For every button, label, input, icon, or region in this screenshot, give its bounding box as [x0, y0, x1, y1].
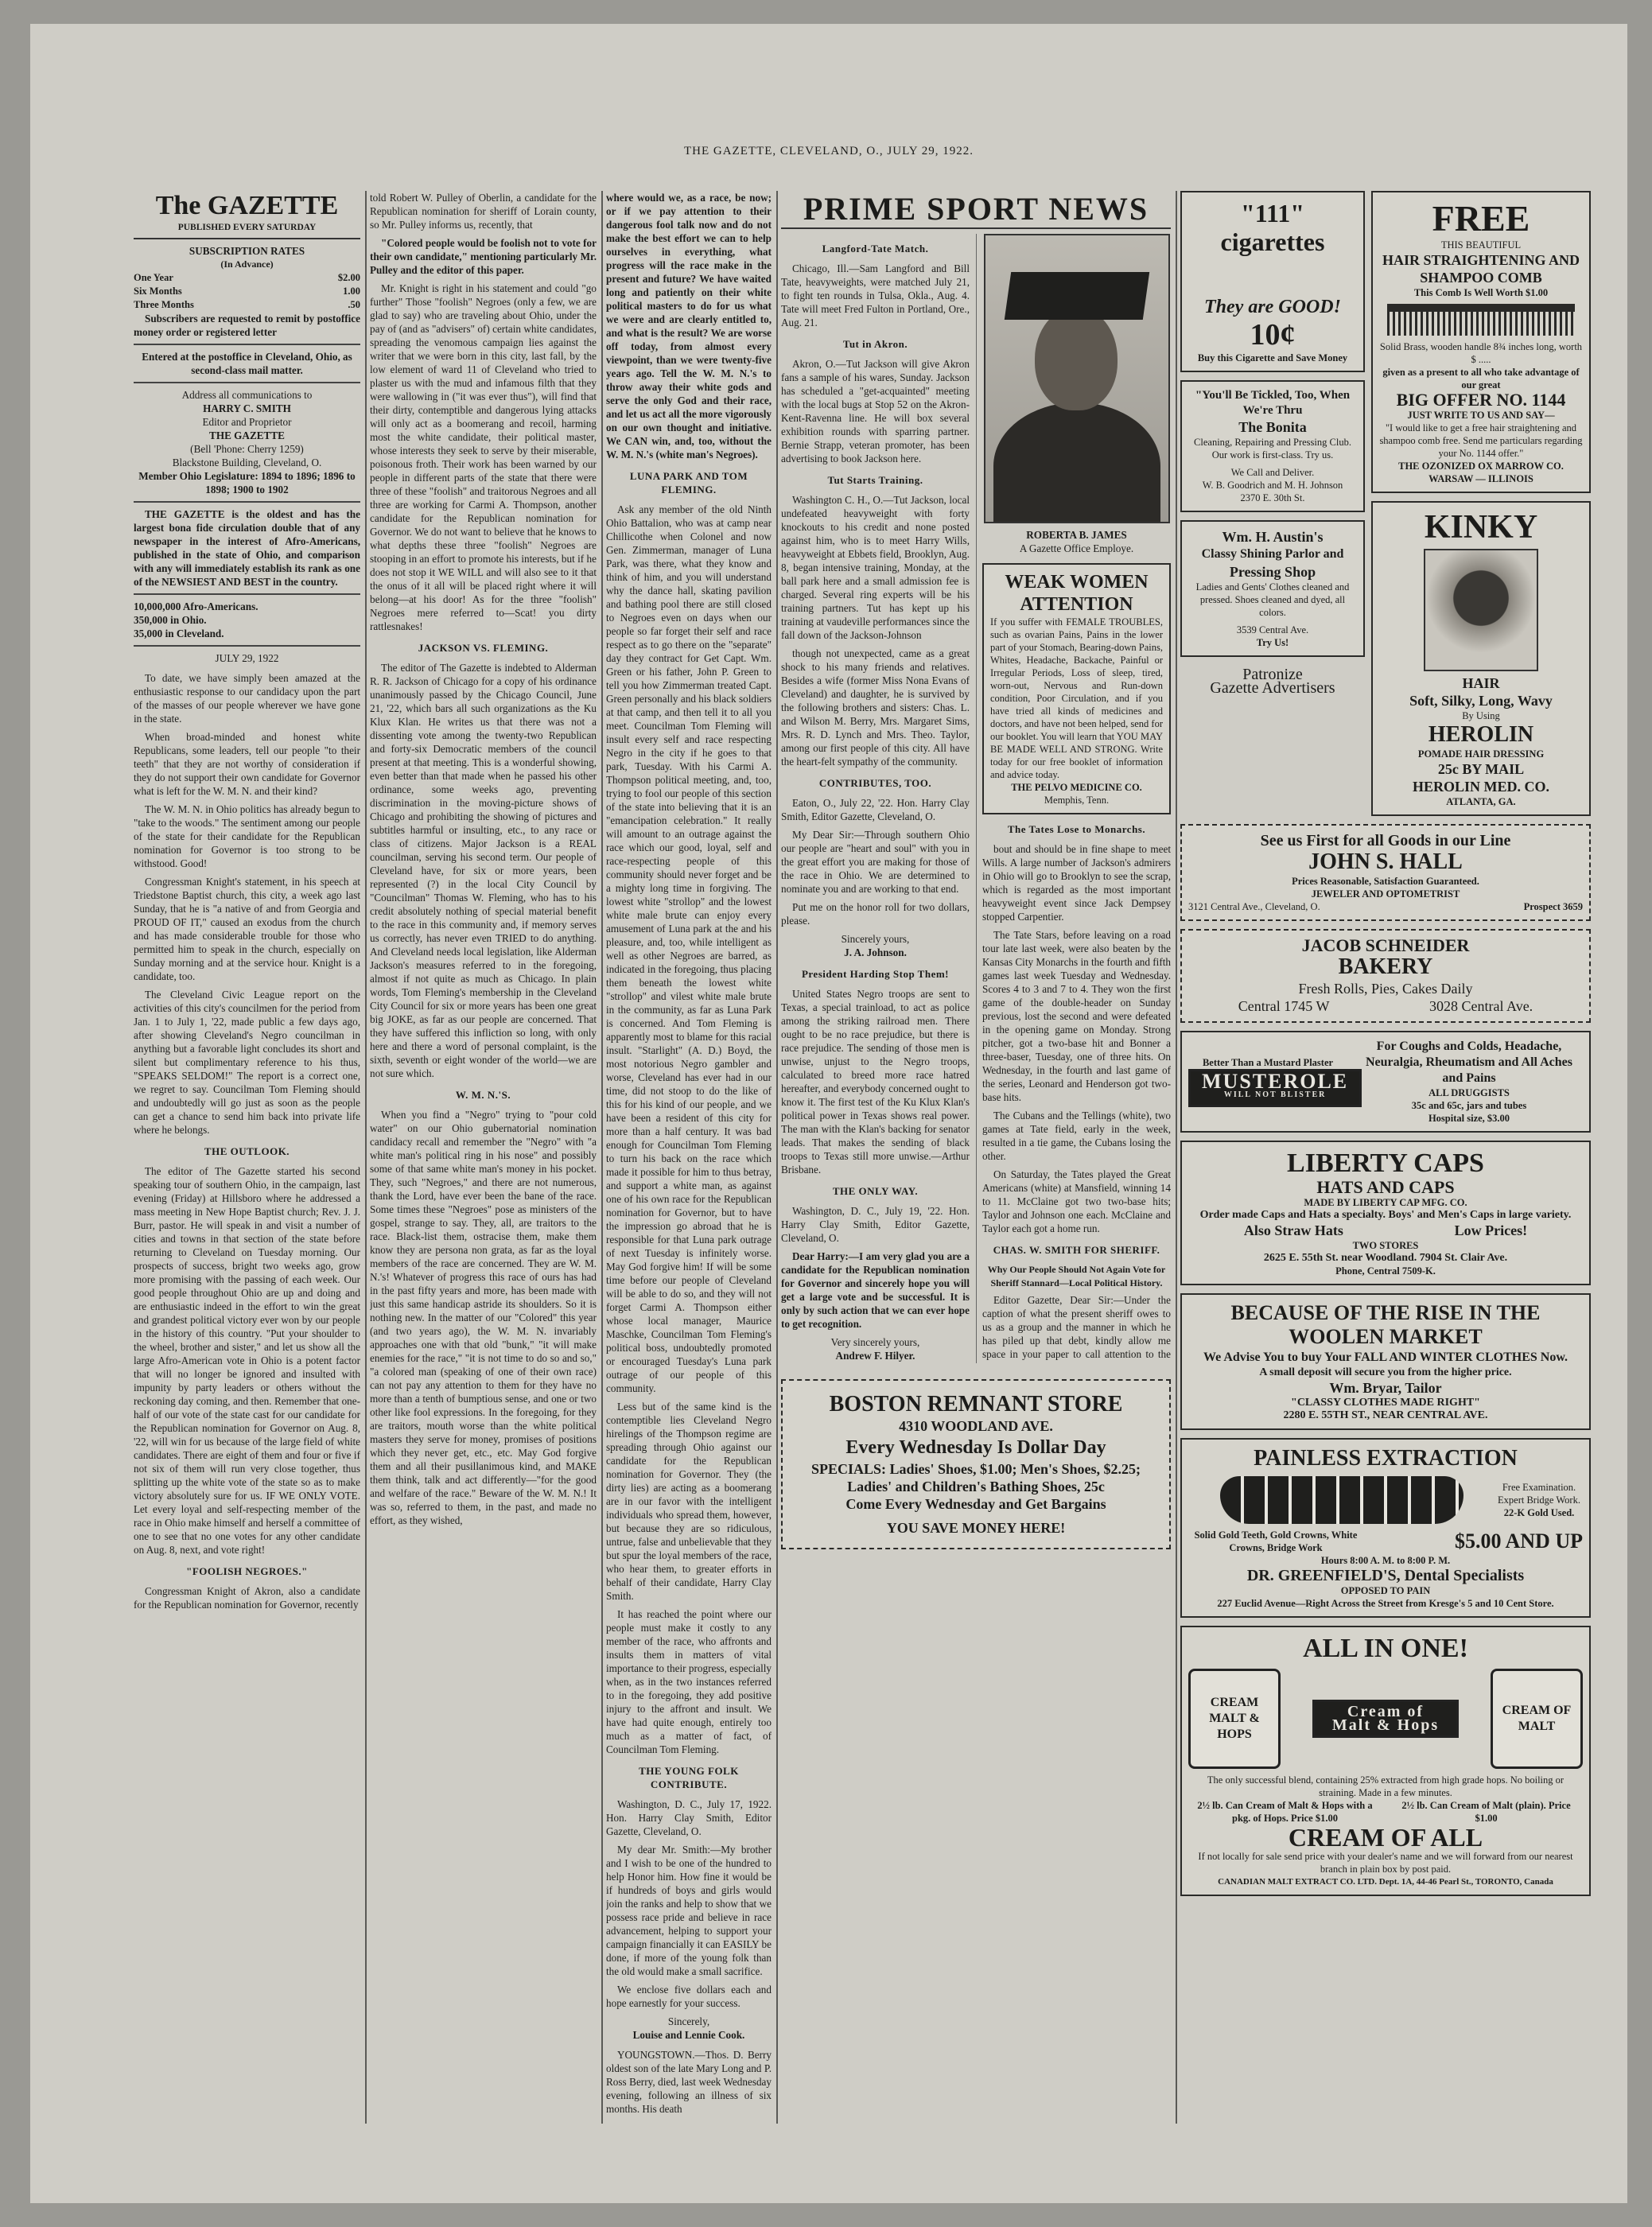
- contributes-heading: CONTRIBUTES, TOO.: [818, 777, 932, 789]
- ad-line: Also Straw Hats Low Prices!: [1243, 1222, 1528, 1238]
- ad-line: "I would like to get a free hair straightening and shampoo comb free. Send me particulars regarding your No. 1144 offer.": [1379, 422, 1583, 459]
- news-paragraph: Washington C. H., O.—Tut Jackson, local undefeated heavyweight with forty knockouts to his credit and none posted against him, who is to meet Harry Wills, heavyweight at Ebbets field, Brooklyn, Aug. 8, began intensive training, Monday, at the ball park here and a small admission fee is charged. Several ring experts will be his training partners. Tut has kept up his training at vaudeville performances since the fall down of the Jackson-Johnson: [781, 494, 970, 641]
- ad-line: SPECIALS: Ladies' Shoes, $1.00; Men's Shoes, $2.25;: [810, 1461, 1141, 1477]
- member-legislature: Member Ohio Legislature: 1894 to 1896; 1896 to 1898; 1900 to 1902: [138, 470, 356, 496]
- letter-closing: Very sincerely yours,: [830, 1336, 920, 1348]
- rate-row: Three Months .50: [134, 299, 360, 310]
- editorial-paragraph: When you find a "Negro" trying to "pour cold water" on our Ohio gubernatorial nomination candidacy recall and remember the "Negro" with "a white man's political ring in his nose" and possibly some of that same white man's money in his pocket. They, such "Negroes," and there are not numerous, thank the Lord, have ever been the bane of the race. Some times these "Negroes" pose as ministers of the gospel, strange to say. They, all, are traitors to the race. Black-list them, ostracise them, make them know they are persona non grata, as far as the loyal members of the race are concerned. They are W. M. N.'s! Whatever of progress this race of ours has had in the past fifty years and more, has been made with just this same handicap astride its shoulders. So it is nothing new. In the matter of our "Colored" this year (and two years ago), the W. M. N. invariably approaches one with that old "bunk," "it will make enemies for the race," "it is not time to do so and so," "a colored man (speaking of one of their own race) can not pay any attention to them for they have no more than a tenth of bumptious sense, and one or two other like fool expressions. In the foregoing, for they are traitors, mouth worse than the white political masters they serve for money, promises of positions which they never get, etc., etc. May God forgive them and all their pusillanimous kind, and MAKE them think, talk and act differently—"for the good and welfare of the race." Beware of the W. M. N.! It was so, referred to them, in the past, and made no effort, as they wished,: [370, 1109, 597, 1526]
- photo-caption: A Gazette Office Employe.: [1019, 542, 1134, 554]
- ad-heading: FREE: [1432, 198, 1530, 239]
- editorial-paragraph: It has reached the point where our people must make it costly to any member of the race, who affronts and insults them in matters of vital importance to their progress, especially when, as in the two instances referred to in the foregoing, they add positive injury to the affront and insult. We have had quite enough, entirely too much as a matter of fact, of Councilman Tom Fleming.: [606, 1608, 772, 1755]
- column-rule: [1176, 191, 1177, 2124]
- news-paragraph: The Tate Stars, before leaving on a road tour late last week, were also beaten by the Kansas City Monarchs in the fourth and fifth games last week Tuesday and Wednesday. Scores 4 to 3 and 7 to 4. They won the first game of the double-header on Sunday previous, lost the second and were defeated in the opening game on Monday. Strong pitcher, got a two-base hit and Bonner a three-baser, Tuesday, one of three hits. On Wednesday, in the fourth and last game of the series, Leonard and Henderson got two-base hits.: [982, 929, 1171, 1103]
- ad-city: ATLANTA, GA.: [1446, 796, 1516, 807]
- editorial-paragraph: Mr. Knight is right in his statement and could "go further" Those "foolish" Negroes (only a few, we are glad to say) who are traveling about Ohio, under the pay of (and as "advisers" of) certain white candidates, spreading the venomous campaign lies against the writer that we were born in this city, last fall, by the low element of ward 11 of Cleveland who tried to plaster us with the mud and infamous filth that they were wallowing in ("it was ever thus"), will find that their dirty, contemptible and dangerous lying attacks will only act as a boomerang and recoil, harming most the white candidate, their political master, whose interests they seek to serve by their miserable, poisonous froth. Their work has been warned by our people in different parts of the state that there were three of these "foolish" and traitorous Negroes and all three are working for Carmi A. Thompson, another candidate for the Republican nomination for Governor. We do not want to believe that he knows to what depths these three "foolish" Negroes are stooping in an effort to promote his interests, but if he does not stop it WE WILL and will also see to it that the onus of it all will be placed right where it will belong—at his door! As for the three "foolish" Negroes mere referred to—Scat! you dirty rattlesnakes!: [370, 282, 597, 632]
- ad-line: Classy Shining Parlor and: [1201, 547, 1344, 561]
- ad-line: MADE BY LIBERTY CAP MFG. CO.: [1304, 1197, 1467, 1208]
- ad-line: Pressing Shop: [1229, 564, 1316, 580]
- ad-body: If you suffer with FEMALE TROUBLES, such as ovarian Pains, Pains in the lower part of your Stomach, Bearing-down Pains, Whites, Headache, Backache, Painful or Irregular Periods, Loss of sleep, tired, worn-out, Nervous and Run-down condition, Poor Circulation, and if you have tried all kinds of medicines and doctors, and have not been helped, send for our booklet. You will learn that YOU MAY BE MADE WELL AND STRONG. Write today for our free booklet of information and advice today.: [990, 616, 1163, 780]
- langford-heading: Langford-Tate Match.: [822, 243, 929, 255]
- rate-row: One Year $2.00: [134, 272, 360, 283]
- ad-heading: JACOB SCHNEIDER: [1301, 935, 1470, 955]
- news-paragraph: The Cubans and the Tellings (white), two games at Tate field, early in the week, resulted in a tie game, the Cubans losing the other.: [982, 1110, 1171, 1162]
- ad-line: BIG OFFER NO. 1144: [1396, 390, 1566, 410]
- letter-paragraph: My dear Mr. Smith:—My brother and I wish to be one of the hundred to help Honor him. How fine it would be if hundreds of boys and girls would join the ranks and help to show that we possess race pride and believe in race advancement, helping to support your campaign financially it can EASILY be done, if more of the young folk than the old would make a small sacrifice.: [606, 1844, 772, 1977]
- editorial-paragraph: The Cleveland Civic League report on the activities of this city's councilmen for the period from Jan. 1 to July 1, '22, made public a few days ago, after showing Cleveland's Negro councilman in anything but a favorable light concludes its short and silent but complimentary reference to his thus, "SPEAKS SELDOM!" The report is a correct one, we regret to say. Councilman Tom Fleming should and undoubtedly will go just as soon as the people can get a chance to send him back into private life where he belongs.: [134, 989, 360, 1136]
- editorial-paragraph: Congressman Knight of Akron, also a candidate for the Republican nomination for Governor, recently: [134, 1585, 360, 1611]
- editor-title: Editor and Proprietor: [202, 416, 292, 428]
- news-paragraph: Chicago, Ill.—Sam Langford and Bill Tate, heavyweights, were matched July 21, to fight ten rounds in Tulsa, Okla., Aug. 4. Tate will meet Fred Fulton in Portland, Ore., Aug. 21.: [781, 262, 970, 328]
- ad-price: 25c BY MAIL: [1437, 761, 1525, 777]
- letter-paragraph: Washington, D. C., July 19, '22. Hon. Harry Clay Smith, Editor Gazette, Cleveland, O.: [781, 1205, 970, 1244]
- sport-news-body: [781, 234, 1171, 1363]
- ad-line: Ladies and Gents' Clothes cleaned and pressed. Shoes cleaned and dyed, all colors.: [1195, 581, 1350, 618]
- population-1: 10,000,000 Afro-Americans.: [134, 600, 258, 612]
- liberty-caps-ad: LIBERTY CAPS HATS AND CAPS MADE BY LIBERTY CAP MFG. CO. Order made Caps and Hats a specialty. Boys' and Men's Caps in large variety. Also Straw Hats Low Prices! TWO STORES 2625 E. 55th St. near Woodland. 7904 St. Clair Ave. Phone, Central 7509-K.: [1180, 1141, 1591, 1285]
- ad-company: THE PELVO MEDICINE CO.: [1011, 782, 1142, 793]
- editorial-date: JULY 29, 1922: [215, 652, 279, 664]
- letter-signature: Andrew F. Hilyer.: [835, 1350, 915, 1362]
- editorial-paragraph: To date, we have simply been amazed at the enthusiastic response to our candidacy upon the part of the masses of our people wherever we have gone in the state.: [134, 672, 360, 725]
- ad-address: 4310 WOODLAND AVE.: [899, 1418, 1053, 1434]
- boston-remnant-ad: [781, 1379, 1171, 1549]
- ad-heading: BAKERY: [1338, 954, 1433, 979]
- news-paragraph: YOUNGSTOWN.—Thos. D. Berry oldest son of the late Mary Long and P. Ross Berry, died, last week Wednesday evening, following an illness of six months. His death: [606, 2049, 772, 2115]
- ad-line: By Using: [1462, 710, 1500, 721]
- ad-heading: KINKY: [1424, 509, 1538, 546]
- ad-tagline: Buy this Cigarette and Save Money: [1197, 352, 1348, 363]
- tates-heading: The Tates Lose to Monarchs.: [1007, 823, 1146, 835]
- ad-line: Come Every Wednesday and Get Bargains: [845, 1496, 1106, 1512]
- dental-body: Free Examination. Expert Bridge Work. 22-K Gold Used.: [1188, 1471, 1583, 1529]
- musterole-brand: Better Than a Mustard Plaster MUSTEROLE WILL NOT BLISTER: [1188, 1056, 1347, 1107]
- news-paragraph: United States Negro troops are sent to Texas, a special trainload, to act as police among the striking railroad men. There ought to be no race prejudice, but there is race prejudice. The sending of those men is unwise, unjust to the Negro troops, calculated to breed more race hatred hereafter, and everybody concerned ought to know it. The first test of the Ku Klux Klan's political power in Texas shows real power. The man with the Klan's backing for senator leads. That makes the sending of black troops to Texas still more unwise.—Arthur Brisbane.: [781, 988, 970, 1176]
- ad-line: HAIR: [1462, 675, 1500, 691]
- ad-heading: The Bonita: [1238, 419, 1307, 435]
- ad-heading: JOHN S. HALL: [1308, 849, 1463, 874]
- bryar-tailor-ad: [1180, 1293, 1591, 1430]
- editorial-paragraph: Ask any member of the old Ninth Ohio Battalion, who was at camp near Chillicothe when Colonel and now Gen. Zimmerman, manager of Luna Park, was there, what they know and think of him, and you will understand why the dance hall, skating pavilion and bathing pool there are still closed to Negroes even on days when our people so far forget their self and race respect as to go there on the "separate" day they contract for Get Capt. Wm. Green or his father, John P. Green to tell you how Zimmerman treated Capt. Green personally and his black soldiers at that camp, and then tell it to all you meet. Councilman Tom Fleming will insult every self and race respecting Negro in the city if he goes to that park, Tuesday. With his Carmi A. Thompson political meeting, and, too, trying to fool our people of this section of the state into believing that it is an "emancipation celebration." It really will amount to an outrage against the race which our good, loyal, self and race-respecting people of this community should never forget and be a mighty long time in forgiving. The lowest white "strollop" and the lowest white male brute can enjoy every amusement of Luna park at the and his pleasure, and, too, while intelligent as well as other Negroes are barred, as indicated in the foregoing, thus placing them beneath the lowest white "strollop" and vilest white male brute in the community, as far as Luna Park is concerned. And Tom Fleming is apparently most to blame for this racial insult. "Starlight" (A. D.) Boyd, the most notorious Negro gambler and worse, Cleveland has ever had in our time, did not stoop to do the like of this for his kind of our people, and we have been a resident of this city for more than a half century. It was bad enough for Councilman Tom Fleming to turn his back on the race which made it possible for him to thus betray, and support a white man, as against one of his own race for the Republican nomination for Governor, but to have the impression go abroad that he is responsible for that Luna park outrage of next Tuesday is infinitely worse. May God forgive him! If will be some time before our people of Cleveland will be able to do so, and they will not forget Carmi A. Thompson either whose local manager, Maurice Maschke, Councilman Tom Fleming's political boss, undoubtedly promoted or encouraged Tuesday's Luna park outrage of our people of this community.: [606, 503, 772, 1394]
- news-paragraph: though not unexpected, came as a great shock to his many friends and relatives. Besides a wife (former Miss Nona Evans of Cleveland) and daughter, he is survived by the following brothers and sisters: Chas. L. and Wilson M. Berry, Mrs. Margaret Sims, Mrs. R. D. Lynch and Mrs. Theo. Taylor, among our first people of this city. All have the heart-felt sympathy of the community.: [781, 647, 970, 768]
- ad-slogan: CREAM OF ALL: [1288, 1823, 1483, 1852]
- sport-news-headline: PRIME SPORT NEWS: [781, 191, 1171, 229]
- rate-row: Six Months 1.00: [134, 286, 360, 297]
- ad-line: Solid Brass, wooden handle 8¾ inches long, worth $ .....: [1379, 341, 1583, 365]
- ad-line: Fresh Rolls, Pies, Cakes Daily: [1298, 981, 1473, 997]
- ad-brand: HEROLIN: [1428, 722, 1534, 747]
- photo-name: ROBERTA B. JAMES: [1026, 529, 1127, 541]
- ad-footer: Central 1745 W 3028 Central Ave.: [1238, 998, 1533, 1014]
- ad-line: HATS AND CAPS: [1316, 1177, 1455, 1197]
- ad-line: Ladies' and Children's Bathing Shoes, 25c: [847, 1479, 1105, 1494]
- ad-heading: Wm. H. Austin's: [1222, 529, 1324, 545]
- editorial-paragraph: The editor of The Gazette is indebted to Alderman R. R. Jackson of Chicago for a copy of his ordinance unanimously passed by the Chicago Council, June 21, '22, which bars all such organizations as the Ku Klux Klan. He writes us that there was not a dissenting vote among the twenty-two Republican and forty-six Democratic members of the council present at that meeting. This is a wonderful showing, even better than that made when he passed his other ordinance, some weeks ago, preventing discrimination in the moving-picture shows of Chicago and prohibiting the showing of pictures and subtitles harmful or insulting, etc., to any race or class of citizens. Major Jackson is a REAL councilman, serving his second term. Our people of Cleveland have, for six or more years, been represented (?) in the local City Council by "Councilman" Thomas W. Fleming, who has to his credit absolutely nothing of special material benefit to the race in this community and, if memory serves us correctly, has never even TRIED to do anything. And Cleveland needs local legislation, like Alderman Jackson's measures referred to in the foregoing, almost if not quite as much as Chicago. In plain words, Tom Fleming's membership in the Cleveland City Council for six or more years has been one great big JOKE, as far as our people are concerned. That they have suffered this infliction so long, with only here and there a word of personal complaint, is the sixth, seventh or eight wonder of the world—we are not sure which.: [370, 662, 597, 1079]
- column-ads: [1180, 191, 1591, 2124]
- ad-line: POMADE HAIR DRESSING: [1417, 748, 1545, 760]
- ad-line: 2280 E. 55TH ST., NEAR CENTRAL AVE.: [1283, 1409, 1488, 1421]
- letter-closing: Sincerely,: [667, 2015, 710, 2027]
- jackson-fleming-heading: JACKSON VS. FLEMING.: [418, 642, 549, 654]
- weak-women-ad: [982, 563, 1171, 814]
- malt-logo: Cream of Malt & Hops: [1312, 1700, 1459, 1738]
- ad-footer: 3121 Central Ave., Cleveland, O. Prospect 3659: [1188, 901, 1583, 912]
- ad-line: W. B. Goodrich and M. H. Johnson: [1202, 480, 1343, 491]
- ad-city: Memphis, Tenn.: [1044, 795, 1110, 806]
- subscription-title: SUBSCRIPTION RATES: [189, 245, 305, 257]
- sheriff-heading: CHAS. W. SMITH FOR SHERIFF.: [993, 1244, 1160, 1256]
- editorial-paragraph: The W. M. N. in Ohio politics has already begun to "take to the woods." The sentiment among our people of the state for their candidate for the Republican nomination for Governor is too strong to be withstood. Good!: [134, 803, 360, 869]
- cigarette-ad: [1180, 191, 1365, 372]
- cream-of-malt-ad: ALL IN ONE! CREAM MALT & HOPS Cream of Malt & Hops CREAM OF MALT The only successful blend, containing 25% extracted from high grade hops. No boiling or straining. Made in a few minutes. 2½ lb. Can Cream of Malt & Hops with a pkg. of Hops. Price $1.00 2½ lb. Can Cream of Malt (plain). Price $1.00 CREAM OF ALL If not locally for sale send price with your dealer's name and we will forward from our nearest branch in plain box by post paid. CANADIAN MALT EXTRACT CO. LTD. Dept. 1A, 44-46 Pearl St., TORONTO, Canada: [1180, 1626, 1591, 1896]
- ad-line: They are GOOD!: [1204, 297, 1341, 317]
- ad-line: 2370 E. 30th St.: [1240, 492, 1305, 503]
- outlook-heading: THE OUTLOOK.: [204, 1145, 290, 1157]
- ad-heading: WEAK WOMEN ATTENTION: [1005, 572, 1149, 615]
- column-3: [606, 191, 772, 2124]
- paper-name: THE GAZETTE: [209, 429, 285, 441]
- letter-paragraph: Dear Harry:—I am very glad you are a candidate for the Republican nomination for Governor and sincerely hope you will get a large vote and be successful. It is only by such action that we can ever hope to get recognition.: [781, 1250, 970, 1330]
- ad-company: CANADIAN MALT EXTRACT CO. LTD. Dept. 1A, 44-46 Pearl St., TORONTO, Canada: [1218, 1877, 1553, 1887]
- editorial-paragraph: Less but of the same kind is the contemptible lies Cleveland Negro hirelings of the Thompson regime are spreading through Ohio against our candidate for the Republican nomination for Governor. They (the dirty lies) are acting as a boomerang are in our favor with the intelligent individuals who spread them, however, but because they are so ridiculous, untrue, false and unbelievable that they but spur the loyal members of the race, who hear them, to greater efforts in behalf of their candidate, Harry Clay Smith.: [606, 1401, 772, 1602]
- subscription-advance: (In Advance): [220, 258, 274, 270]
- ad-heading: "111" cigarettes: [1220, 199, 1325, 256]
- ad-company: HEROLIN MED. CO.: [1412, 779, 1549, 795]
- ad-heading: BOSTON REMNANT STORE: [829, 1392, 1123, 1417]
- musterole-text: For Coughs and Colds, Headache, Neuralgia, Rheumatism and All Aches and Pains ALL DRUGGISTS 35c and 65c, jars and tubes Hospital size, $3.00: [1365, 1040, 1572, 1124]
- portrait-photo: [984, 234, 1170, 523]
- letter-paragraph: Put me on the honor roll for two dollars, please.: [781, 901, 970, 927]
- ad-line: A small deposit will secure you from the higher price.: [1259, 1366, 1512, 1378]
- ad-line: HAIR STRAIGHTENING AND SHAMPOO COMB: [1382, 252, 1580, 286]
- malt-can-icon: CREAM OF MALT: [1491, 1669, 1583, 1769]
- letter-paragraph: Eaton, O., July 22, '22. Hon. Harry Clay Smith, Editor Gazette, Cleveland, O.: [781, 797, 970, 822]
- harding-heading: President Harding Stop Them!: [801, 968, 950, 980]
- ad-heading: PAINLESS EXTRACTION: [1254, 1446, 1518, 1471]
- ad-line: YOU SAVE MONEY HERE!: [886, 1520, 1066, 1536]
- training-heading: Tut Starts Training.: [827, 474, 923, 486]
- phone: (Bell 'Phone: Cherry 1259): [190, 443, 304, 455]
- ad-company: THE OZONIZED OX MARROW CO.: [1398, 461, 1564, 472]
- population-3: 35,000 in Cleveland.: [134, 628, 224, 639]
- rates-note: Subscribers are requested to remit by postoffice money order or registered letter: [134, 313, 360, 338]
- ad-price: $5.00 AND UP: [1454, 1529, 1583, 1553]
- letter-paragraph: Editor Gazette, Dear Sir:—Under the caption of what the present sheriff owes to us as a group and the manner in which he has piled up that debt, kindly allow me space in your paper to call attention to the: [982, 1294, 1171, 1360]
- sheriff-subheading: Why Our People Should Not Again Vote for Sheriff Stannard—Local Political History.: [987, 1264, 1166, 1288]
- teeth-illustration: [1220, 1476, 1463, 1524]
- schneider-bakery-ad: [1180, 929, 1591, 1023]
- page-dateline: THE GAZETTE, CLEVELAND, O., JULY 29, 1922.: [683, 145, 974, 157]
- news-paragraph: bout and should be in fine shape to meet Wills. A large number of Jackson's admirers in Ohio will go to Brooklyn to see the scrap, which is regarded as the most important heavyweight event since Jack Dempsey stopped Carpentier.: [982, 843, 1171, 923]
- patronize-notice: Patronize Gazette Advertisers: [1210, 666, 1335, 697]
- column-4: [781, 191, 1171, 2124]
- ad-line: Prices Reasonable, Satisfaction Guaranteed.: [1292, 876, 1479, 887]
- ad-line: We Call and Deliver.: [1230, 467, 1315, 478]
- akron-heading: Tut in Akron.: [842, 338, 908, 350]
- editor-name: HARRY C. SMITH: [203, 402, 291, 414]
- bonita-ad: [1180, 380, 1365, 512]
- ad-price: 10¢: [1250, 318, 1296, 352]
- foolish-negroes-heading: "FOOLISH NEGROES.": [186, 1565, 308, 1577]
- ad-line: Cleaning, Repairing and Pressing Club. Our work is first-class. Try us.: [1194, 437, 1351, 461]
- letter-signature: Louise and Lennie Cook.: [632, 2029, 745, 2041]
- rate-table: [134, 271, 360, 312]
- ad-line: given as a present to all who take advantage of our great: [1382, 367, 1580, 391]
- editorial-paragraph: told Robert W. Pulley of Oberlin, a candidate for the Republican nomination for sheriff of Lorain county, so Mr. Pulley informs us, recently, that: [370, 192, 597, 231]
- ad-line: JUST WRITE TO US AND SAY—: [1407, 410, 1555, 421]
- luna-park-heading: LUNA PARK AND TOM FLEMING.: [629, 470, 748, 496]
- only-way-heading: THE ONLY WAY.: [832, 1185, 919, 1197]
- ad-city: WARSAW — ILLINOIS: [1428, 473, 1533, 484]
- ad-line: JEWELER AND OPTOMETRIST: [1311, 888, 1460, 900]
- greenfield-dental-ad: PAINLESS EXTRACTION Free Examination. Expert Bridge Work. 22-K Gold Used. Solid Gold Teeth, Gold Crowns, White Crowns, Bridge Work $5.00 AND UP Hours 8:00 A. M. to 8:00 P. M. DR. GREENFIELD'S, Dental Specialists OPPOSED TO PAIN 227 Euclid Avenue—Right Across the Street from Kresge's 5 and 10 Cent Store.: [1180, 1438, 1591, 1618]
- ad-line: Order made Caps and Hats a specialty. Boys' and Men's Caps in large variety.: [1199, 1209, 1572, 1221]
- ad-line: "You'll Be Tickled, Too, When We're Thru: [1195, 389, 1351, 417]
- ad-line: THIS BEAUTIFUL: [1440, 239, 1522, 251]
- entered-notice: Entered at the postoffice in Cleveland, Ohio, as second-class mail matter.: [142, 351, 352, 376]
- musterole-logo: MUSTEROLE WILL NOT BLISTER: [1188, 1069, 1362, 1107]
- letter-paragraph: Washington, D. C., July 17, 1922. Hon. Harry Clay Smith, Editor Gazette, Cleveland, O.: [606, 1798, 772, 1837]
- malt-can-icon: CREAM MALT & HOPS: [1188, 1669, 1281, 1769]
- masthead-subtitle: PUBLISHED EVERY SATURDAY: [134, 221, 360, 239]
- letter-signature: J. A. Johnson.: [844, 946, 907, 958]
- comb-illustration: [1387, 304, 1575, 336]
- ad-heading: BECAUSE OF THE RISE IN THE WOOLEN MARKET: [1230, 1301, 1541, 1348]
- ad-company: Wm. Bryar, Tailor: [1329, 1380, 1442, 1396]
- column-rule: [601, 191, 603, 2124]
- editorial-quote: "Colored people would be foolish not to vote for their own candidate," mentioning particularly Mr. Pulley and the editor of this paper.: [370, 237, 597, 276]
- ad-line: This Comb Is Well Worth $1.00: [1413, 287, 1549, 298]
- news-paragraph: Akron, O.—Tut Jackson will give Akron fans a sample of his wares, Sunday. Jackson has scheduled a "get-acquainted" meeting with the local bugs at Stop 52 on the Akron-Kent-Ravenna line. He will box several exhibition rounds with sparring partner. Bernie Strapp, veteran promoter, has been advertising to book Jackson here.: [781, 358, 970, 464]
- newspaper-page: [30, 24, 1627, 2203]
- kinky-hair-ad: [1371, 501, 1591, 816]
- ad-line: Every Wednesday Is Dollar Day: [845, 1437, 1106, 1458]
- wmn-heading: W. M. N.'S.: [455, 1089, 511, 1101]
- ad-line: 3539 Central Ave.: [1236, 624, 1309, 635]
- young-folk-heading: THE YOUNG FOLK CONTRIBUTE.: [639, 1765, 739, 1790]
- malt-cans: [1188, 1669, 1583, 1769]
- ad-line: See us First for all Goods in our Line: [1260, 832, 1511, 849]
- ad-heading: ALL IN ONE!: [1303, 1634, 1468, 1663]
- editorial-paragraph: where would we, as a race, be now; or if we pay attention to their dangerous fool talk now and do not make the best effort we can to help ourselves in everything, what progress will the race make in the present and future? We have waited long and patiently on their white political masters to do for us what we were and are clearly entitled to, and what is the result? We are worse off today, from almost every viewpoint, than we were twenty-five years ago. Tell the W. M. N.'s to throw away their white gods and serve the only God and their race, and let us act all the more vigorously on our own thought and initiative. We CAN win, and, too, without the W. M. N.'s (white man's Negroes).: [606, 192, 772, 461]
- address-intro: Address all communications to: [181, 389, 313, 401]
- population-2: 350,000 in Ohio.: [134, 614, 207, 626]
- austin-ad: [1180, 520, 1365, 657]
- woman-portrait-icon: [1424, 549, 1538, 671]
- circulation-claim: THE GAZETTE is the oldest and has the largest bona fide circulation double that of any newspaper in the interest of Afro-Americans, published in the state of Ohio, and comparison with any will immediately establish its rank as one of the NEWSIEST AND BEST in the country.: [134, 508, 360, 588]
- musterole-ad: [1180, 1031, 1591, 1133]
- masthead: The GAZETTE: [155, 191, 339, 220]
- editorial-paragraph: The editor of The Gazette started his second speaking tour of southern Ohio, in the campaign, last evening (Friday) at Hillsboro where he addressed a mass meeting in New Hope Baptist church; Rev. J. J. Burr, pastor. He will speak in and visit a number of cities and towns in that section of the state before returning to Cleveland on Tuesday morning. Our prospects of success, bright two weeks ago, grow more promising with the passing of each week. Our good people throughout Ohio are up and doing and are enthusiastic indeed in the effort to win the great and grandest political victory ever won by our people in the history of this country. "Put your shoulder to the wheel, brother and sister," and let us show all the large Afro-American vote in Ohio is a potent factor that will no longer be ignored and insulted with impunity by party leaders or others without the reckoning day coming, and then. Remember that one-half of our vote of the state cast for our candidate for the Republican nomination for Governor on Aug. 8, '22, will win for us because of the large field of white candidates. There are eight of them and four or five if not six of them will run very close together, thus splitting up the white vote of the state so as to make victory absolutely sure for us. IF WE ONLY VOTE. Let every loyal and self-respecting member of the race in Ohio make himself and herself a committee of one to see that no one votes for any other candidate on Aug. 8, next, and vote right!: [134, 1165, 360, 1556]
- column-rule: [776, 191, 778, 2124]
- address: Blackstone Building, Cleveland, O.: [172, 457, 322, 468]
- column-1: [134, 191, 360, 2124]
- ad-heading: LIBERTY CAPS: [1287, 1148, 1484, 1178]
- letter-closing: Sincerely yours,: [841, 933, 910, 945]
- ad-line: "CLASSY CLOTHES MADE RIGHT": [1291, 1397, 1480, 1409]
- editorial-paragraph: Congressman Knight's statement, in his speech at Triedstone Baptist church, this city, a week ago last Sunday, that he is "a native of and from Georgia and PROUD OF IT," caused an exodus from the church and has made considerable trouble for those who permitted him to speak in the church, especially on Sunday morning and at the service hour. Knight is a candidate, too.: [134, 876, 360, 982]
- column-rule: [365, 191, 367, 2124]
- news-paragraph: On Saturday, the Tates played the Great Americans (white) at Mansfield, winning 14 to 11. McClaine got two two-base hits; Taylor and Johnson one each. McClaine and Taylor each got a home run.: [982, 1168, 1171, 1234]
- letter-paragraph: My Dear Sir:—Through southern Ohio our people are "heart and soul" with you in the great effort you are making for those of the race in Ohio. We are determined to nominate you and are working to that end.: [781, 829, 970, 895]
- free-comb-ad: [1371, 191, 1591, 493]
- ads-left-stack: [1180, 191, 1365, 824]
- ad-company: DR. GREENFIELD'S, Dental Specialists: [1246, 1567, 1525, 1584]
- john-hall-ad: [1180, 824, 1591, 921]
- editorial-paragraph: When broad-minded and honest white Republicans, some leaders, tell our people "to their teeth" that they are not worthy of consideration if they do not support their own candidate for Governor what is left for the W. M. N. and their kind?: [134, 731, 360, 797]
- column-2: [370, 191, 597, 2124]
- ads-right-stack: [1371, 191, 1591, 824]
- ad-line: We Advise You to buy Your FALL AND WINTER CLOTHES Now.: [1203, 1351, 1568, 1364]
- ad-line: Try Us!: [1256, 637, 1289, 648]
- ad-line: Soft, Silky, Long, Wavy: [1409, 693, 1553, 709]
- letter-paragraph: We enclose five dollars each and hope earnestly for your success.: [606, 1984, 772, 2009]
